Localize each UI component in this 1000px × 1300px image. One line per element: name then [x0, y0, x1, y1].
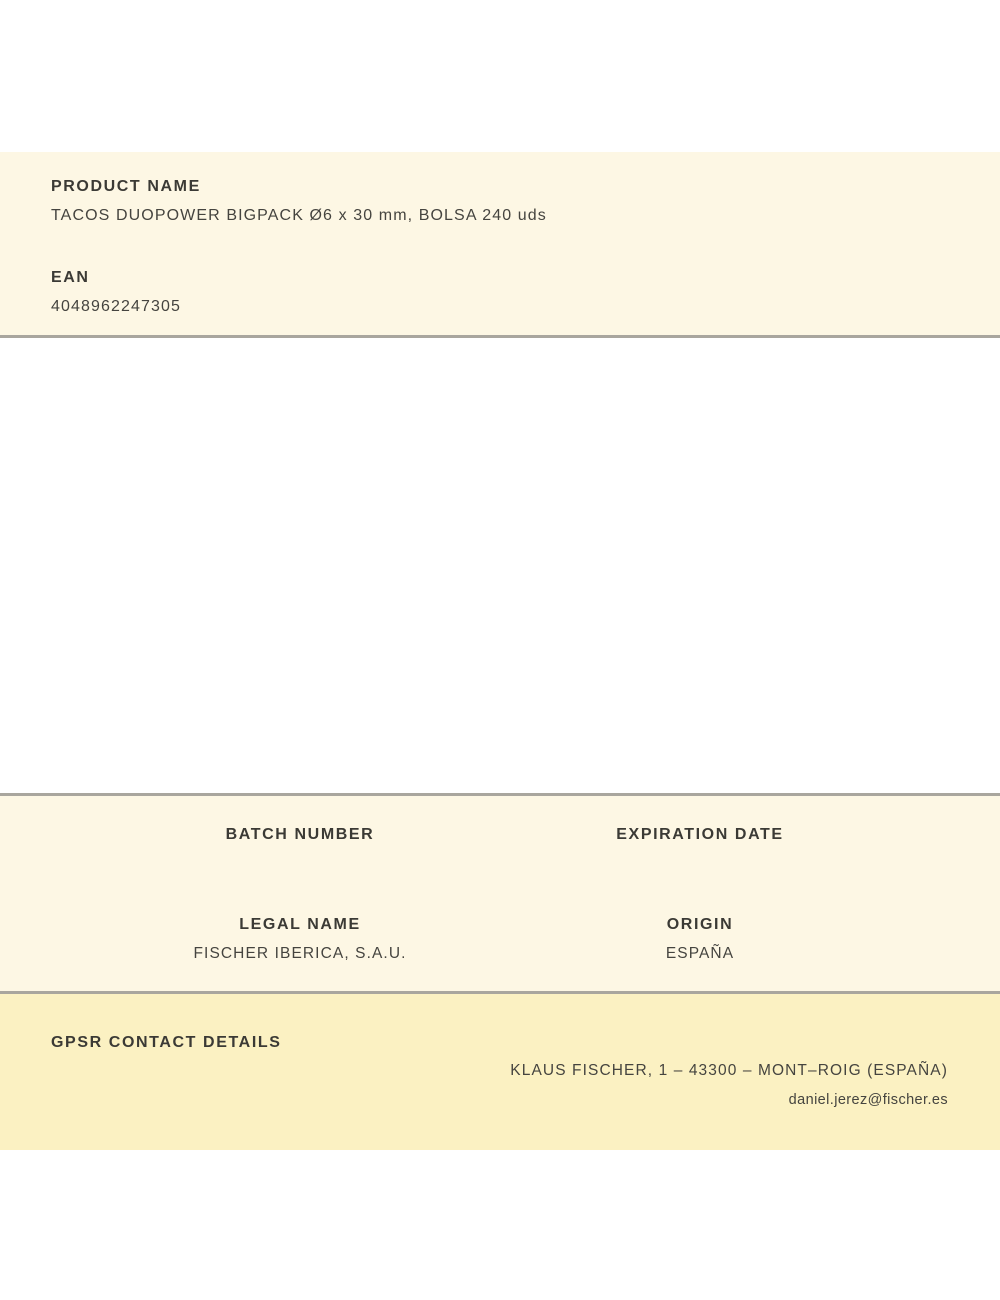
- product-name-value: TACOS DUOPOWER BIGPACK Ø6 x 30 mm, BOLSA 240 uds: [51, 207, 547, 224]
- gpsr-section: [0, 991, 1000, 1150]
- origin-label: ORIGIN: [666, 916, 734, 933]
- gpsr-email: daniel.jerez@fischer.es: [788, 1092, 948, 1108]
- legal-name-value: FISCHER IBERICA, S.A.U.: [193, 945, 407, 962]
- expiration-date-field: [500, 825, 900, 915]
- ean-value: 4048962247305: [51, 298, 181, 315]
- batch-number-label: BATCH NUMBER: [225, 826, 375, 843]
- product-section: [0, 152, 1000, 338]
- origin-field: [500, 915, 900, 963]
- gpsr-title: GPSR CONTACT DETAILS: [51, 1034, 282, 1051]
- product-name-label: PRODUCT NAME: [51, 178, 201, 195]
- legal-name-label: LEGAL NAME: [239, 916, 361, 933]
- gpsr-address: KLAUS FISCHER, 1 – 43300 – MONT–ROIG (ESPAÑA): [510, 1062, 948, 1079]
- expiration-date-label: EXPIRATION DATE: [616, 826, 784, 843]
- batch-number-field: [100, 825, 500, 915]
- origin-value: ESPAÑA: [665, 945, 735, 962]
- legal-name-field: [100, 915, 500, 963]
- batch-origin-section: [0, 793, 1000, 991]
- batch-origin-grid: [100, 825, 900, 963]
- ean-label: EAN: [51, 269, 90, 286]
